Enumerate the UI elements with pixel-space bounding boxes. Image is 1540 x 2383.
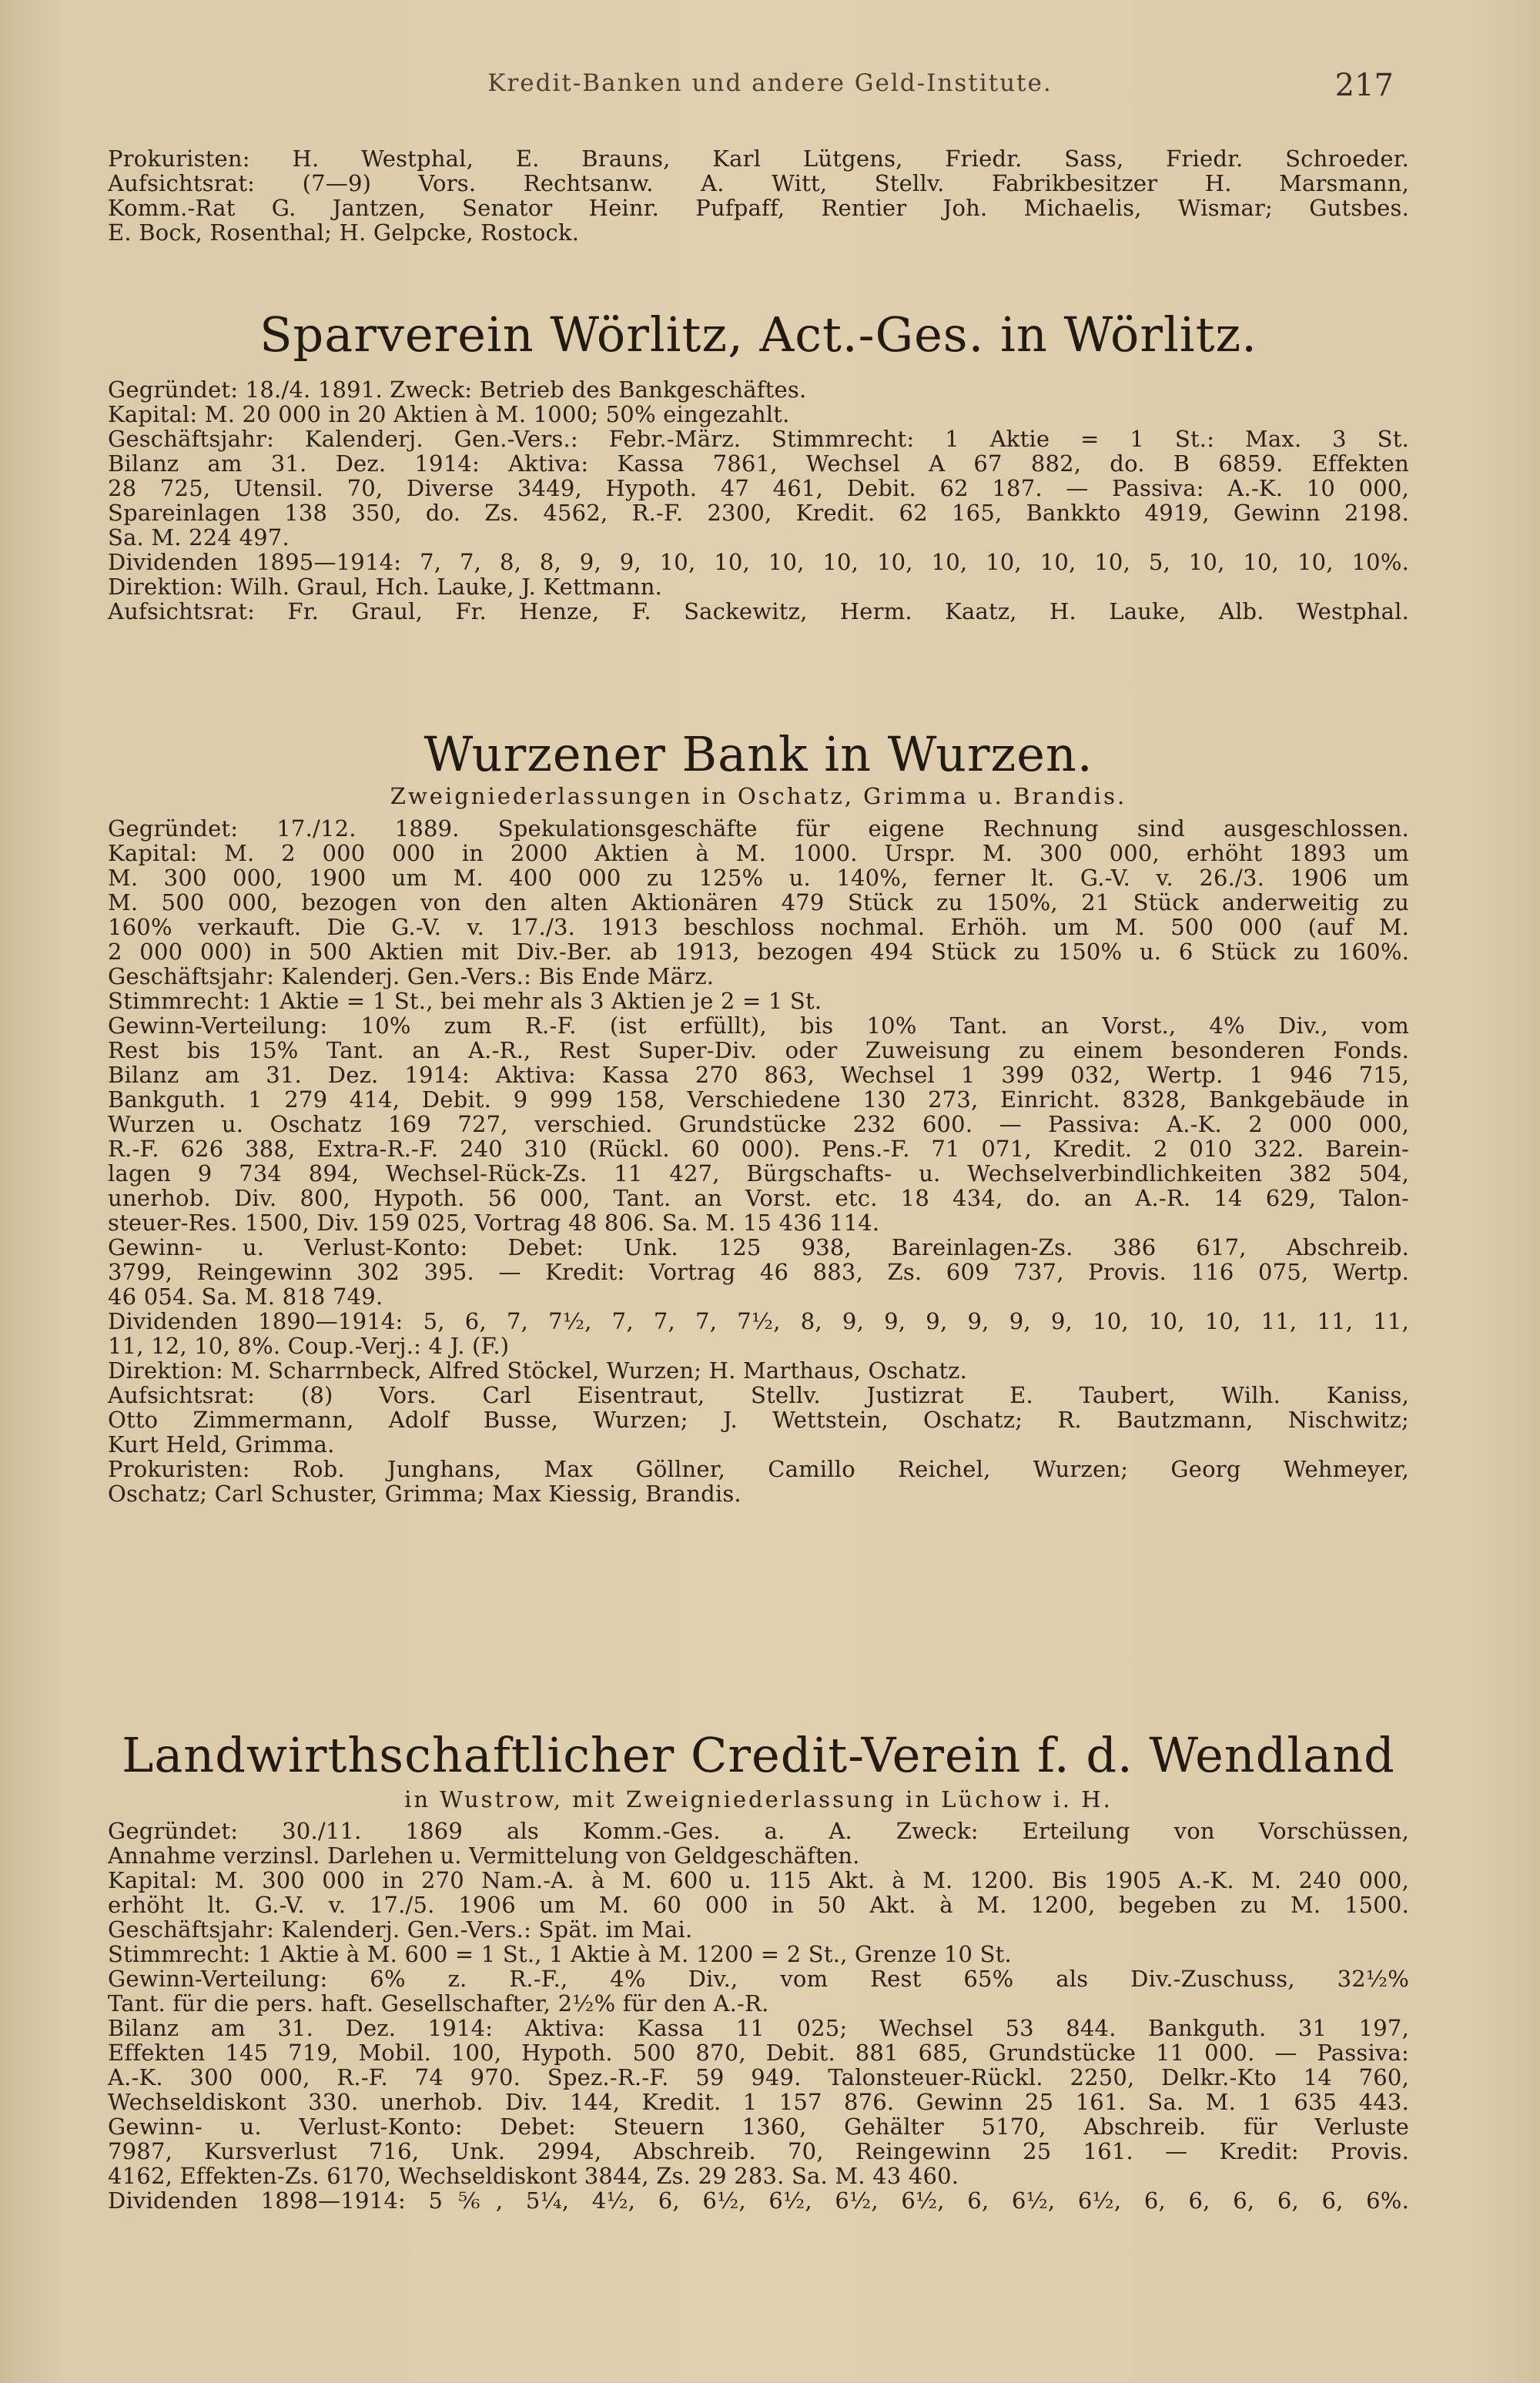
text-line: Bilanz am 31. Dez. 1914: Aktiva: Kassa 11 025; Wechsel 53 844. Bankguth. 31 197, (108, 2015, 1409, 2041)
section-title-landwirth: Landwirthschaftlicher Credit-Verein f. d. Wendland (122, 1727, 1395, 1783)
text-line: Stimmrecht: 1 Aktie à M. 600 = 1 St., 1 Aktie à M. 1200 = 2 St., Grenze 10 St. (108, 1941, 1012, 1967)
text-line: Bankguth. 1 279 414, Debit. 9 999 158, Verschiedene 130 273, Einricht. 8328, Bankgebäude in (108, 1086, 1409, 1113)
sparverein-block (108, 377, 1409, 624)
text-line: erhöht lt. G.-V. v. 17./5. 1906 um M. 60 000 in 50 Akt. à M. 1200, begeben zu M. 1500. (108, 1892, 1409, 1918)
section-subtitle-wurzener: Zweigniederlassungen in Oschatz, Grimma u. Brandis. (390, 783, 1127, 809)
text-line: Kapital: M. 300 000 in 270 Nam.-A. à M. 600 u. 115 Akt. à M. 1200. Bis 1905 A.-K. M. 240 000, (108, 1867, 1409, 1893)
text-line: Spareinlagen 138 350, do. Zs. 4562, R.-F. 2300, Kredit. 62 165, Bankkto 4919, Gewinn 2198. (108, 500, 1409, 526)
text-line: M. 500 000, bezogen von den alten Aktionären 479 Stück zu 150%, 21 Stück anderweitig zu (108, 889, 1409, 915)
text-line: Dividenden 1898—1914: 5⅚, 5¼, 4½, 6, 6½, 6½, 6½, 6½, 6, 6½, 6½, 6, 6, 6, 6, 6, 6%. (108, 2187, 1409, 2214)
text-line: Gewinn- u. Verlust-Konto: Debet: Unk. 125 938, Bareinlagen-Zs. 386 617, Abschreib. (108, 1234, 1409, 1260)
text-line: Kapital: M. 2 000 000 in 2000 Aktien à M. 1000. Urspr. M. 300 000, erhöht 1893 um (108, 840, 1409, 866)
text-line: R.-F. 626 388, Extra-R.-F. 240 310 (Rückl. 60 000). Pens.-F. 71 071, Kredit. 2 010 322. Barein- (108, 1136, 1409, 1162)
text-line: Dividenden 1890—1914: 5, 6, 7, 7½, 7, 7, 7, 7½, 8, 9, 9, 9, 9, 9, 9, 10, 10, 10, 11, 11, 11, (108, 1308, 1409, 1334)
text-line: Aufsichtsrat: (8) Vors. Carl Eisentraut, Stellv. Justizrat E. Taubert, Wilh. Kaniss, (108, 1382, 1409, 1408)
text-line: Rest bis 15% Tant. an A.-R., Rest Super-Div. oder Zuweisung zu einem besonderen Fonds. (108, 1037, 1409, 1063)
text-line: Dividenden 1895—1914: 7, 7, 8, 8, 9, 9, 10, 10, 10, 10, 10, 10, 10, 10, 10, 5, 10, 10, 10, 10%. (108, 549, 1409, 575)
text-line: Aufsichtsrat: (7—9) Vors. Rechtsanw. A. Witt, Stellv. Fabrikbesitzer H. Marsmann, (108, 170, 1409, 196)
text-line: Geschäftsjahr: Kalenderj. Gen.-Vers.: Spät. im Mai. (108, 1916, 693, 1943)
text-line: Bilanz am 31. Dez. 1914: Aktiva: Kassa 7861, Wechsel A 67 882, do. B 6859. Effekten (108, 450, 1409, 477)
text-line: Otto Zimmermann, Adolf Busse, Wurzen; J. Wettstein, Oschatz; R. Bautzmann, Nischwitz; (108, 1407, 1409, 1433)
text-line: M. 300 000, 1900 um M. 400 000 zu 125% u. 140%, ferner lt. G.-V. v. 26./3. 1906 um (108, 865, 1409, 891)
text-line: 28 725, Utensil. 70, Diverse 3449, Hypoth. 47 461, Debit. 62 187. — Passiva: A.-K. 10 000, (108, 475, 1409, 501)
text-line: Kurt Held, Grimma. (108, 1431, 335, 1458)
text-line: 11, 12, 10, 8%. Coup.-Verj.: 4 J. (F.) (108, 1333, 510, 1359)
text-line: Stimmrecht: 1 Aktie = 1 St., bei mehr als 3 Aktien je 2 = 1 St. (108, 988, 822, 1014)
text-line: Gegründet: 17./12. 1889. Spekulationsgeschäfte für eigene Rechnung sind ausgeschlossen. (108, 815, 1409, 842)
text-line: Gewinn-Verteilung: 10% zum R.-F. (ist erfüllt), bis 10% Tant. an Vorst., 4% Div., vom (108, 1012, 1409, 1039)
text-line: 3799, Reingewinn 302 395. — Kredit: Vortrag 46 883, Zs. 609 737, Provis. 116 075, Wertp. (108, 1259, 1409, 1285)
text-line: Geschäftsjahr: Kalenderj. Gen.-Vers.: Febr.-März. Stimmrecht: 1 Aktie = 1 St.: Max. 3 St. (108, 426, 1409, 452)
section-title-sparverein: Sparverein Wörlitz, Act.-Ges. in Wörlitz. (259, 306, 1257, 363)
text-line: Tant. für die pers. haft. Gesellschafter, 2½% für den A.-R. (108, 1990, 769, 2017)
text-line: Kapital: M. 20 000 in 20 Aktien à M. 1000; 50% eingezahlt. (108, 401, 790, 427)
text-line: Gewinn- u. Verlust-Konto: Debet: Steuern 1360, Gehälter 5170, Abschreib. für Verluste (108, 2114, 1409, 2140)
text-line: Prokuristen: Rob. Junghans, Max Göllner, Camillo Reichel, Wurzen; Georg Wehmeyer, (108, 1456, 1409, 1482)
page-number: 217 (1334, 68, 1394, 103)
prev-entry-block (108, 146, 1409, 245)
wurzener-block (108, 816, 1409, 1506)
text-line: 46 054. Sa. M. 818 749. (108, 1284, 383, 1310)
text-line: Gegründet: 18./4. 1891. Zweck: Betrieb des Bankgeschäftes. (108, 377, 807, 403)
text-line: Direktion: Wilh. Graul, Hch. Lauke, J. Kettmann. (108, 574, 663, 600)
text-line: 7987, Kursverlust 716, Unk. 2994, Abschreib. 70, Reingewinn 25 161. — Kredit: Provis. (108, 2138, 1409, 2164)
text-line: Effekten 145 719, Mobil. 100, Hypoth. 500 870, Debit. 881 685, Grundstücke 11 000. — Passiva: (108, 2040, 1409, 2066)
text-line: Wechseldiskont 330. unerhob. Div. 144, Kredit. 1 157 876. Gewinn 25 161. Sa. M. 1 635 443. (108, 2089, 1409, 2115)
text-line: Gegründet: 30./11. 1869 als Komm.-Ges. a. A. Zweck: Erteilung von Vorschüssen, (108, 1818, 1409, 1844)
text-line: Annahme verzinsl. Darlehen u. Vermittelung von Geldgeschäften. (108, 1842, 860, 1869)
text-line: A.-K. 300 000, R.-F. 74 970. Spez.-R.-F. 59 949. Talonsteuer-Rückl. 2250, Delkr.-Kto 14 760, (108, 2064, 1409, 2090)
text-line: Gewinn-Verteilung: 6% z. R.-F., 4% Div., vom Rest 65% als Div.-Zuschuss, 32½% (108, 1966, 1409, 1992)
text-line: Aufsichtsrat: Fr. Graul, Fr. Henze, F. Sackewitz, Herm. Kaatz, H. Lauke, Alb. Westphal. (108, 598, 1409, 624)
text-line: Bilanz am 31. Dez. 1914: Aktiva: Kassa 270 863, Wechsel 1 399 032, Wertp. 1 946 715, (108, 1062, 1409, 1088)
text-line: Wurzen u. Oschatz 169 727, verschied. Grundstücke 232 600. — Passiva: A.-K. 2 000 000, (108, 1111, 1409, 1137)
section-subtitle-landwirth: in Wustrow, mit Zweigniederlassung in Lüchow i. H. (404, 1786, 1113, 1812)
section-title-wurzener: Wurzener Bank in Wurzen. (424, 726, 1093, 782)
text-line: 4162, Effekten-Zs. 6170, Wechseldiskont 3844, Zs. 29 283. Sa. M. 43 460. (108, 2163, 959, 2189)
text-line: lagen 9 734 894, Wechsel-Rück-Zs. 11 427, Bürgschafts- u. Wechselverbindlichkeiten 382 504, (108, 1160, 1409, 1186)
text-line: Komm.-Rat G. Jantzen, Senator Heinr. Pufpaff, Rentier Joh. Michaelis, Wismar; Gutsbes. (108, 195, 1409, 221)
running-head: Kredit-Banken und andere Geld-Institute. (487, 69, 1053, 97)
text-line: Sa. M. 224 497. (108, 524, 290, 551)
text-line: unerhob. Div. 800, Hypoth. 56 000, Tant. an Vorst. etc. 18 434, do. an A.-R. 14 629, Talon- (108, 1185, 1409, 1211)
text-line: Direktion: M. Scharrnbeck, Alfred Stöckel, Wurzen; H. Marthaus, Oschatz. (108, 1357, 968, 1384)
text-line: Oschatz; Carl Schuster, Grimma; Max Kiessig, Brandis. (108, 1481, 742, 1507)
text-line: Geschäftsjahr: Kalenderj. Gen.-Vers.: Bis Ende März. (108, 963, 715, 989)
text-line: Prokuristen: H. Westphal, E. Brauns, Karl Lütgens, Friedr. Sass, Friedr. Schroeder. (108, 146, 1409, 172)
text-line: 2 000 000) in 500 Aktien mit Div.-Ber. ab 1913, bezogen 494 Stück zu 150% u. 6 Stück zu 160%. (108, 939, 1409, 965)
text-line: 160% verkauft. Die G.-V. v. 17./3. 1913 beschloss nochmal. Erhöh. um M. 500 000 (auf M. (108, 914, 1409, 940)
text-line: steuer-Res. 1500, Div. 159 025, Vortrag 48 806. Sa. M. 15 436 114. (108, 1210, 880, 1236)
text-line: E. Bock, Rosenthal; H. Gelpcke, Rostock. (108, 219, 580, 246)
landwirth-block (108, 1819, 1409, 2213)
